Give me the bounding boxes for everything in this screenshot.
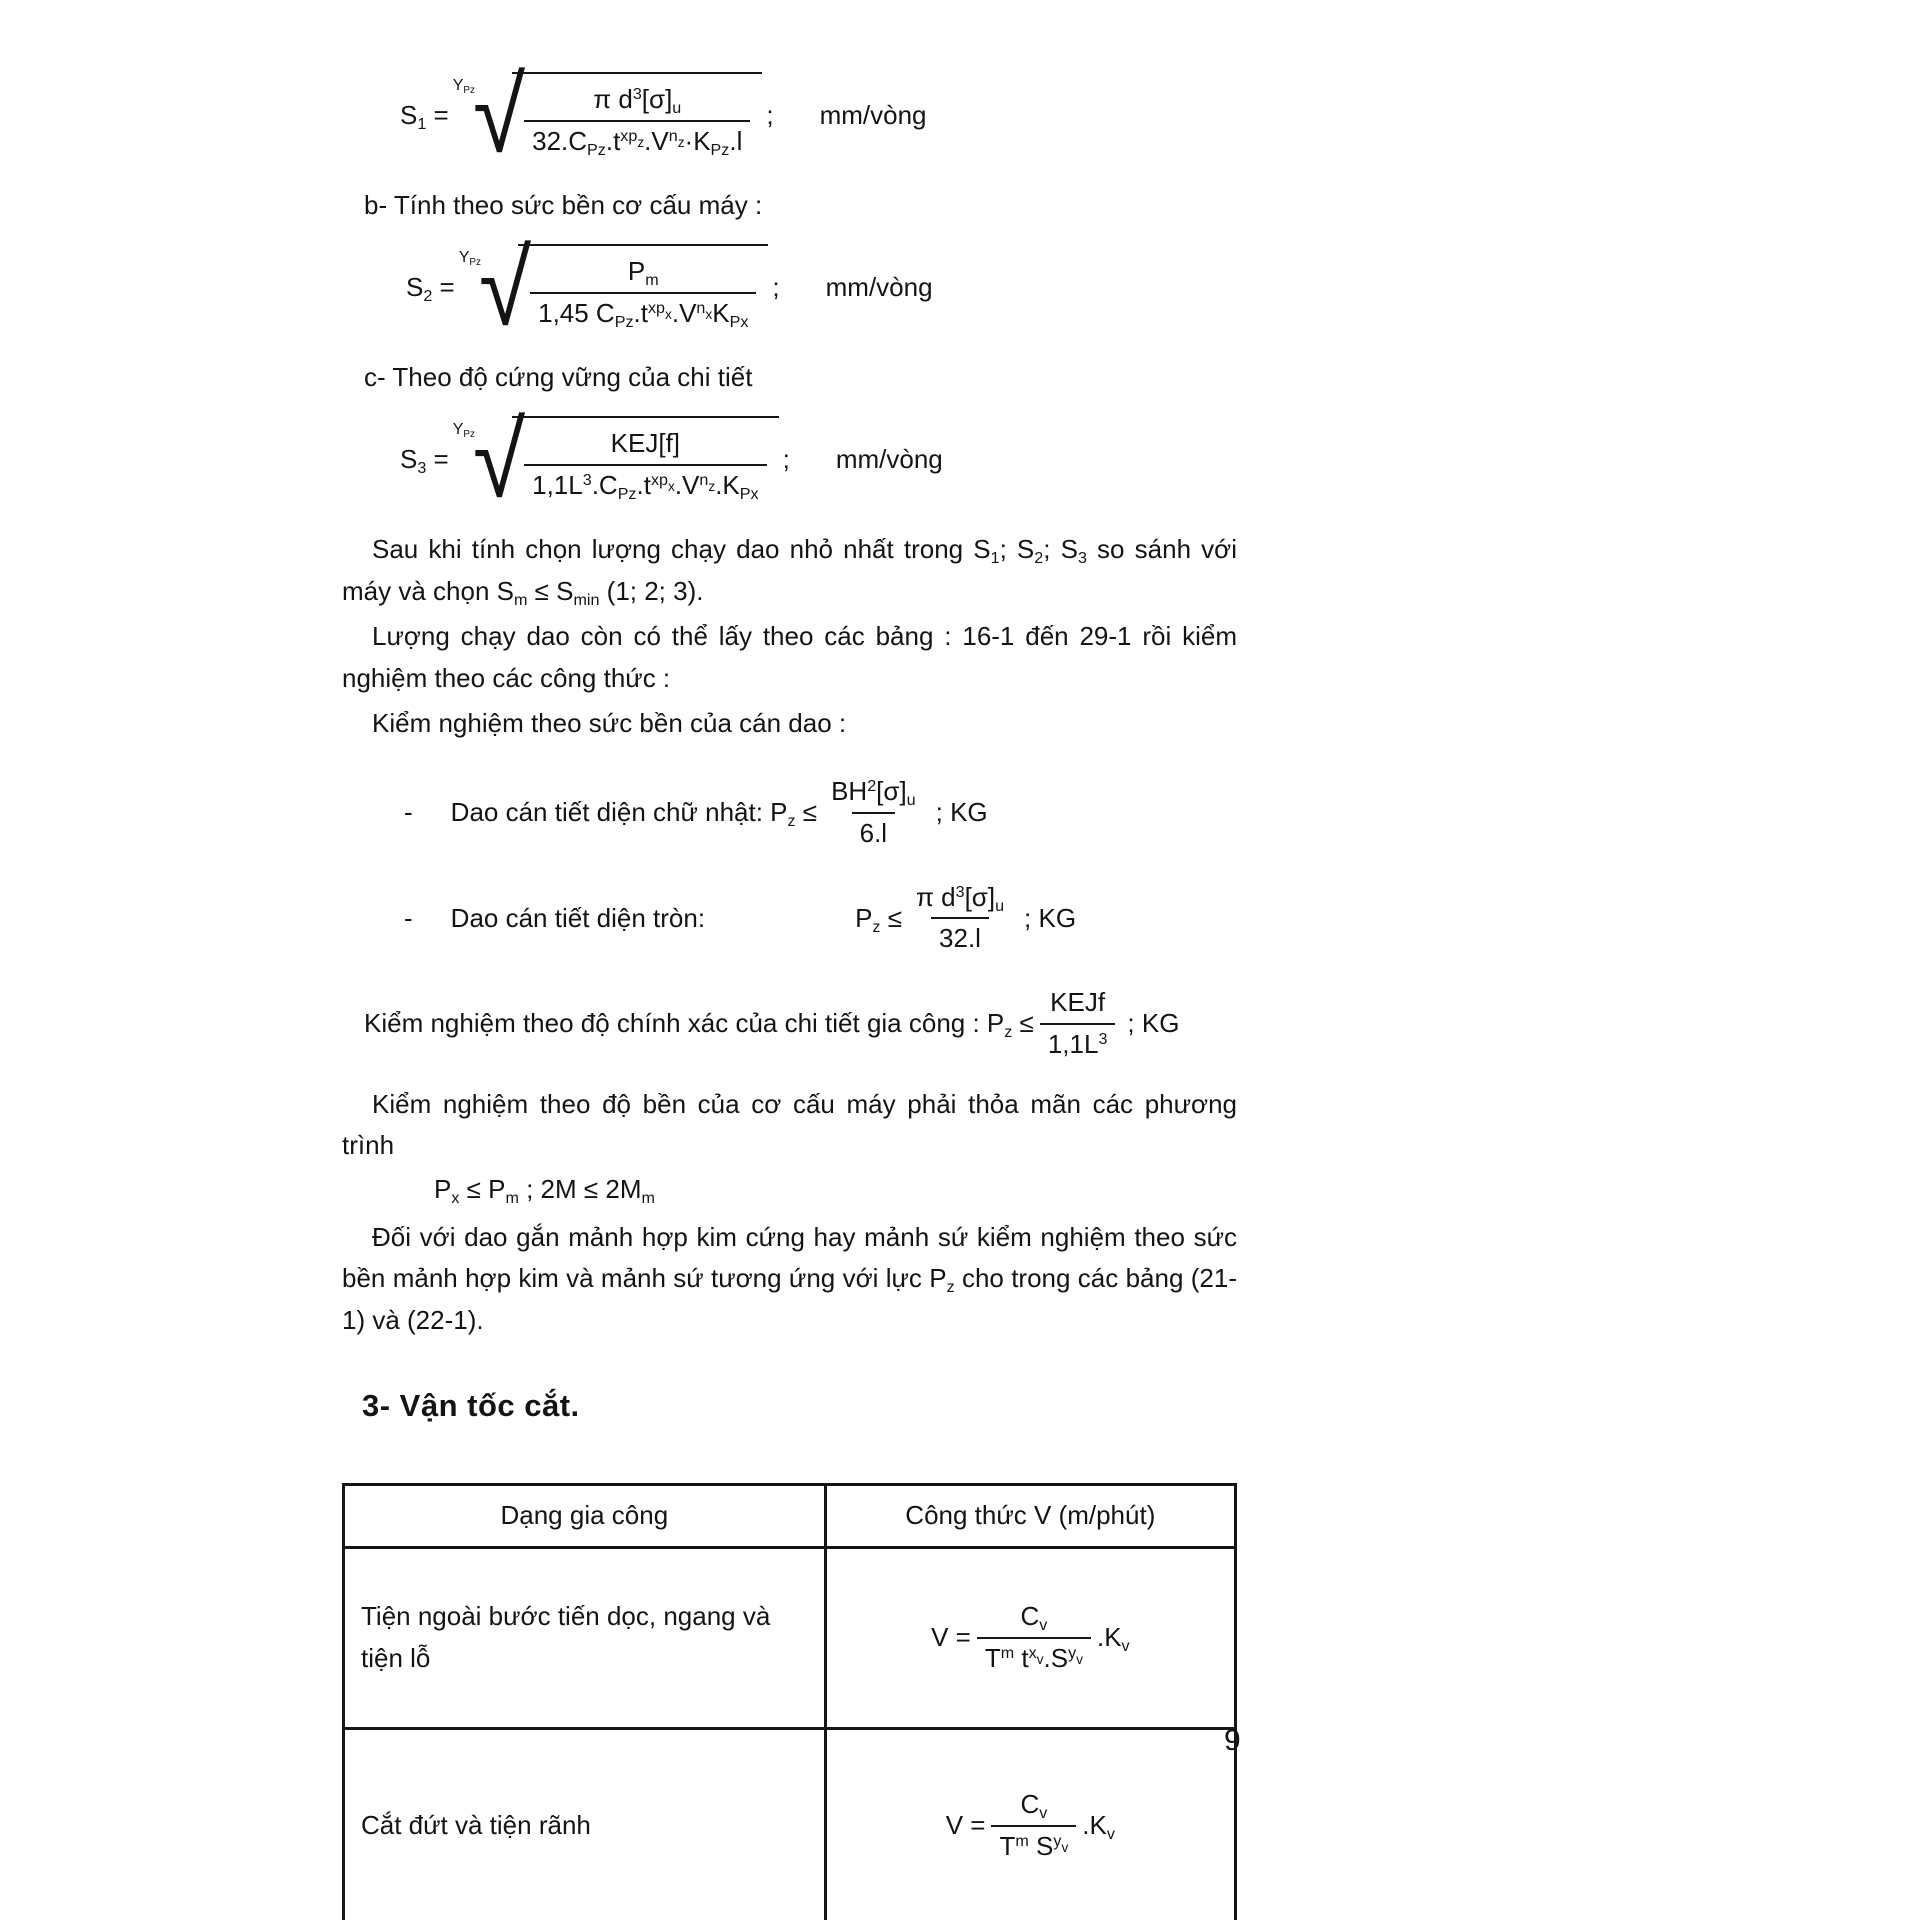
denominator: $T^m$ $t^{x_v}.S^{y_v}$ — [977, 1637, 1091, 1676]
formula-s1-unit: mm/vòng — [819, 99, 927, 130]
sublabel-c: c- Theo độ cứng vững của chi tiết — [364, 361, 753, 392]
radical-sign: √ — [472, 56, 526, 176]
section-heading-cutting-speed: 3- Vận tốc cắt. — [362, 1388, 580, 1424]
numerator: KEJ[f] — [610, 428, 681, 459]
denominator: $T^m$ $S^{y_v}$ — [991, 1825, 1076, 1864]
check-round-shank — [404, 881, 1237, 957]
page-content — [342, 56, 1237, 1920]
denominator: $1,1L^3$ — [1040, 1023, 1116, 1062]
check-accuracy-fraction — [1040, 986, 1116, 1062]
cutting-speed-table — [342, 1483, 1237, 1920]
formula-s3-fraction — [524, 427, 766, 503]
formula-s2-lhs: $S_2$ = — [406, 271, 455, 305]
semicolon: ; — [782, 443, 790, 474]
check-round-label: Dao cán tiết diện tròn: — [450, 902, 706, 933]
table-header-row — [344, 1484, 1236, 1547]
radical-sign: √ — [478, 229, 532, 348]
formula-s1-fraction — [524, 83, 750, 159]
table-row-turning — [344, 1547, 1236, 1728]
table-cell-label: Cắt đứt và tiện rãnh — [344, 1728, 826, 1920]
numerator: KEJf — [1050, 987, 1106, 1018]
formula-s2-radical — [458, 229, 769, 348]
v-formula-lhs: V = — [931, 1622, 971, 1653]
formula-s2 — [406, 229, 1237, 348]
check-rect-unit: ; KG — [935, 796, 988, 827]
check-rect-shank — [404, 775, 1237, 851]
paragraph-insert-check: Đối với dao gắn mảnh hợp kim cứng hay mảnh sứ kiểm nghiệm theo sức bền mảnh hợp kim và mảnh sứ tương ứng với lực $P_z$ cho trong các bảng (21-1) và (22-1). — [342, 1221, 1237, 1335]
semicolon: ; — [766, 99, 774, 130]
check-rect-fraction — [823, 775, 924, 851]
check-round-expression — [855, 881, 1076, 957]
semicolon: ; — [772, 271, 780, 302]
formula-s3 — [400, 401, 1237, 520]
check-round-fraction — [908, 881, 1012, 957]
v-formula-factor: $.K_v$ — [1082, 1810, 1115, 1843]
numerator: $C_v$ — [1020, 1789, 1048, 1822]
formula-s2-unit: mm/vòng — [825, 271, 933, 302]
table-cell-label: Tiện ngoài bước tiến dọc, ngang và tiện lỗ — [344, 1547, 826, 1728]
table-cell-formula — [825, 1547, 1235, 1728]
page-number: 9 — [1224, 1724, 1241, 1757]
denominator: 6.l — [852, 812, 895, 851]
root-index: $Y_{Pz}$ — [452, 421, 475, 441]
paragraph-mechanism-line1: Kiểm nghiệm theo độ bền của cơ cấu máy phải thỏa mãn các phương trình — [342, 1088, 1237, 1161]
denominator: 1,45 $C_{Pz}.t^{xp_x}.V^{n_x}K_{Px}$ — [530, 292, 756, 331]
numerator: $C_v$ — [1020, 1601, 1048, 1634]
numerator: π $d^3[\sigma]_u$ — [915, 881, 1005, 915]
formula-s3-unit: mm/vòng — [835, 443, 943, 474]
paragraph-mechanism-line2: $P_x \le P_m$ ; $2M \le 2M_m$ — [434, 1173, 655, 1207]
check-rect-lhs: Dao cán tiết diện chữ nhật: $P_z$ ≤ — [450, 796, 818, 830]
sublabel-b: b- Tính theo sức bền cơ cấu máy : — [364, 189, 763, 220]
paragraph-shank-strength: Kiểm nghiệm theo sức bền của cán dao : — [372, 708, 847, 739]
paragraph-compare-s: Sau khi tính chọn lượng chạy dao nhỏ nhất trong $S_1$; $S_2$; $S_3$ so sánh với máy và chọn $S_m \le S_{min}$ (1; 2; 3). — [342, 533, 1237, 609]
check-accuracy — [364, 986, 1237, 1062]
check-accuracy-lhs: Kiểm nghiệm theo độ chính xác của chi tiết gia công : $P_z$ ≤ — [364, 1008, 1034, 1041]
v-formula-factor: $.K_v$ — [1096, 1622, 1130, 1655]
denominator: $1,1L^3.C_{Pz}.t^{xp_x}.V^{n_z}.K_{Px}$ — [524, 464, 766, 503]
check-rect-expression — [451, 775, 988, 851]
table-cell-formula — [825, 1728, 1235, 1920]
dash-bullet: - — [404, 902, 413, 933]
table-row-grooving — [344, 1728, 1236, 1920]
v-formula-fraction — [991, 1788, 1076, 1864]
dash-bullet: - — [404, 796, 413, 827]
root-index: $Y_{Pz}$ — [458, 249, 481, 269]
formula-s1-lhs: $S_1$ = — [400, 99, 449, 133]
formula-s1 — [400, 56, 1237, 176]
v-formula-fraction — [977, 1600, 1091, 1676]
formula-s3-radical — [452, 401, 779, 520]
denominator: $32.C_{Pz}.t^{xp_z}.V^{n_z}\cdot K_{Pz}.l$ — [524, 120, 750, 159]
check-accuracy-expression — [364, 986, 1179, 1062]
v-formula-lhs: V = — [945, 1810, 986, 1841]
check-round-lhs: $P_z$ ≤ — [855, 902, 902, 936]
radical-sign: √ — [472, 401, 526, 520]
numerator: $BH^2[\sigma]_u$ — [831, 775, 916, 809]
check-round-unit: ; KG — [1024, 902, 1077, 933]
paragraph-tables-ref: Lượng chạy dao còn có thể lấy theo các bảng : 16-1 đến 29-1 rồi kiểm nghiệm theo các công thức : — [342, 621, 1237, 693]
table-header-machining-type: Dạng gia công — [344, 1484, 826, 1547]
denominator: 32.l — [931, 917, 989, 956]
root-index: $Y_{Pz}$ — [452, 77, 475, 96]
table-header-formula: Công thức V (m/phút) — [825, 1484, 1235, 1547]
formula-s1-radical — [452, 56, 763, 176]
numerator: π $d^3[\sigma]_u$ — [593, 84, 682, 117]
formula-s2-fraction — [530, 255, 756, 331]
formula-s3-lhs: $S_3$ = — [400, 443, 449, 477]
check-accuracy-unit: ; KG — [1127, 1008, 1180, 1039]
numerator: $P_m$ — [627, 256, 659, 290]
